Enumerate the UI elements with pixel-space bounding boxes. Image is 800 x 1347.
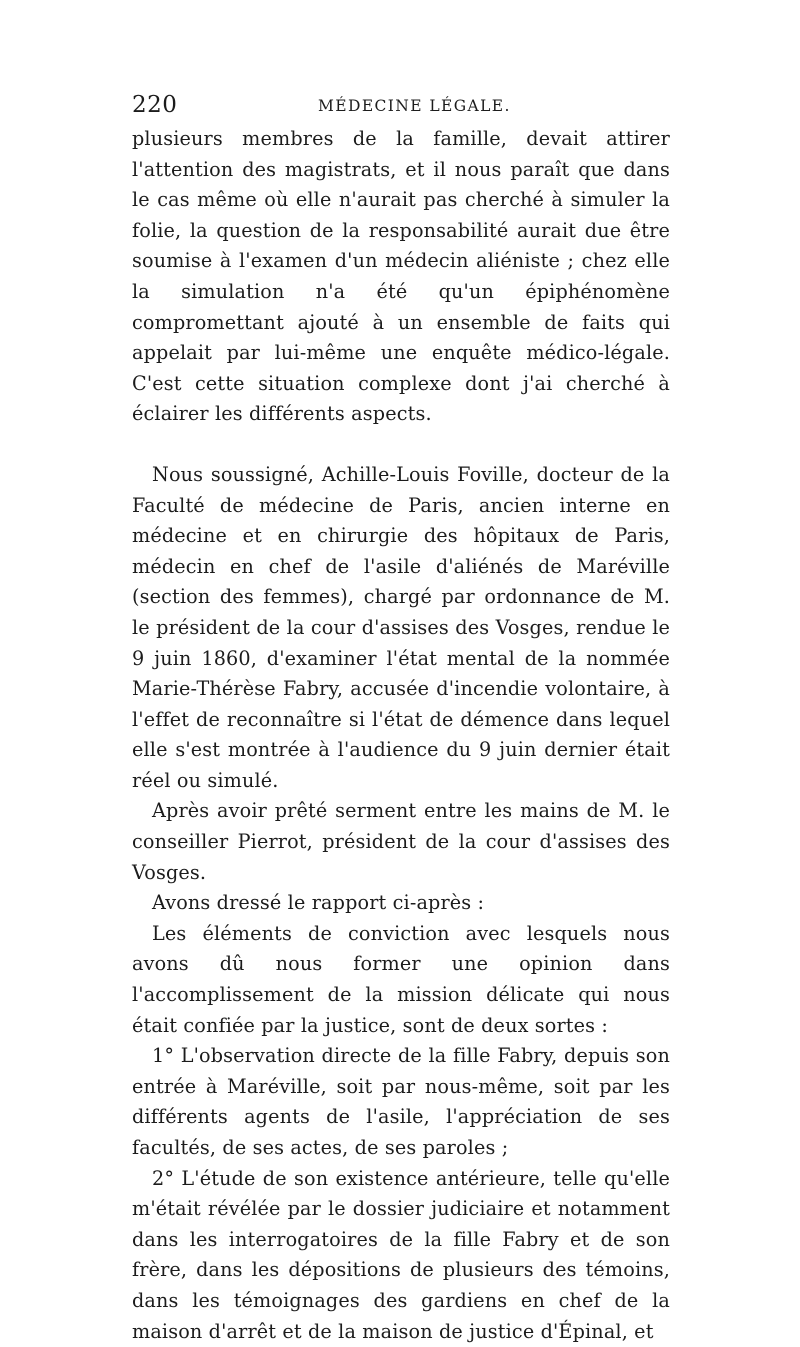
paragraph-continued: plusieurs membres de la famille, devait attirer l'attention des magistrats, et il nous paraît que dans le cas même où elle n'aurait pas cherché à simuler la folie, la question de la responsabilité aurait due être soumise à l'examen d'un médecin aliéniste ; chez elle la simulation n'a été qu'un épiphénomène compromettant ajouté à un ensemble de faits qui appelait par lui-même une enquête médico-légale. C'est cette situation complexe dont j'ai cherché à éclairer les différents aspects.: [132, 127, 670, 426]
paragraph-report-statement: Avons dressé le rapport ci-après :: [152, 891, 485, 915]
paragraph-point-one: 1° L'observation directe de la fille Fabry, depuis son entrée à Maréville, soit par nous-même, soit par les différents agents de l'asile, l'appréciation de ses facultés, de ses actes, de ses paroles ;: [132, 1044, 670, 1159]
running-title: MÉDECINE LÉGALE.: [318, 97, 511, 115]
paragraph-oath: Après avoir prêté serment entre les mains de M. le conseiller Pierrot, président de la cour d'assises des Vosges.: [132, 799, 670, 884]
paragraph-elements: Les éléments de conviction avec lesquels nous avons dû nous former une opinion dans l'accomplissement de la mission délicate qui nous était confiée par la justice, sont de deux sortes :: [132, 921, 670, 1037]
paragraph-report-intro: Nous soussigné, Achille-Louis Foville, docteur de la Faculté de médecine de Paris, ancien interne en médecine et en chirurgie des hôpitaux de Paris, médecin en chef de l'asile d'aliénés de Maréville (section des femmes), chargé par ordonnance de M. le président de la cour d'assises des Vosges, rendue le 9 juin 1860, d'examiner l'état mental de la nommée Marie-Thérèse Fabry, accusée d'incendie volontaire, à l'effet de reconnaître si l'état de démence dans lequel elle s'est montrée à l'audience du 9 juin dernier était réel ou simulé.: [132, 462, 670, 792]
paragraph-point-two: 2° L'étude de son existence antérieure, telle qu'elle m'était révélée par le dossier judiciaire et notamment dans les interrogatoires de la fille Fabry et de son frère, dans les dépositions de plusieurs des témoins, dans les témoignages des gardiens en chef de la maison d'arrêt et de la maison de justice d'Épinal, et: [132, 1166, 670, 1343]
body-text: [132, 124, 670, 1347]
page-number: 220: [132, 92, 178, 118]
page-header: [132, 92, 672, 124]
